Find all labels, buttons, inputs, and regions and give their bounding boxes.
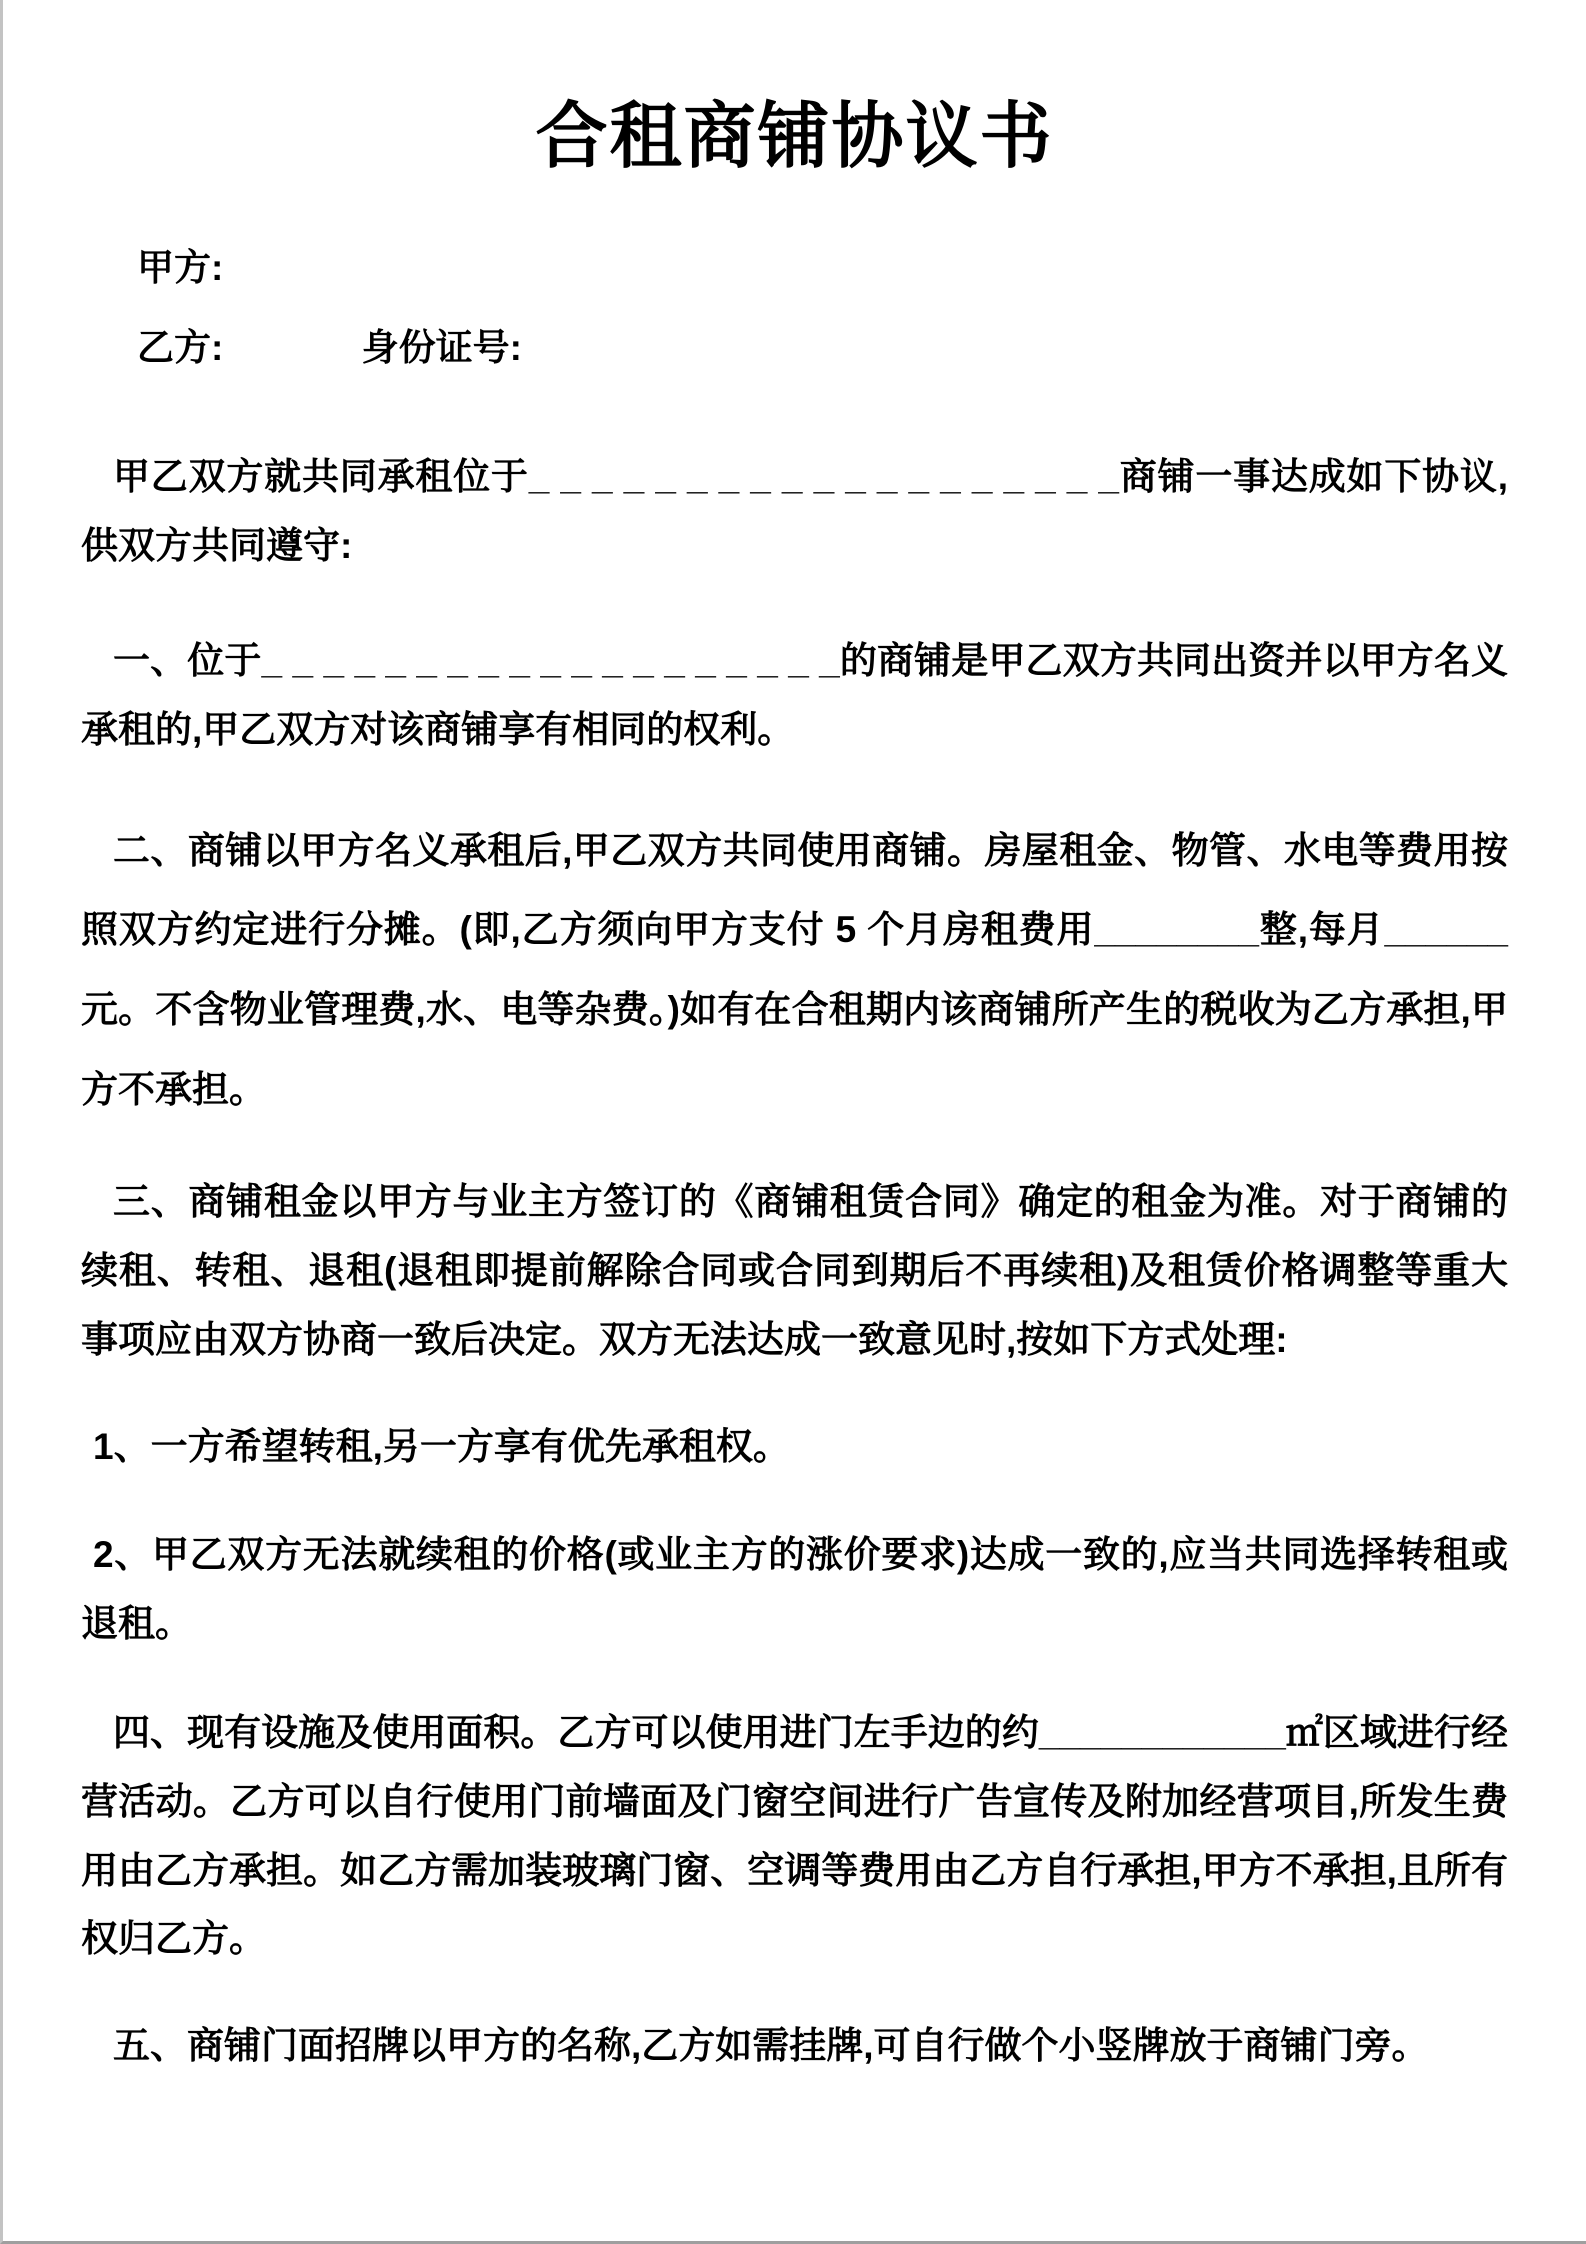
paragraph-intro: 甲乙双方就共同承租位于_ _ _ _ _ _ _ _ _ _ _ _ _ _ _ _ _ _ _商铺一事达成如下协议,供双方共同遵守: — [81, 456, 1508, 567]
paragraph-clause-2: 二、商铺以甲方名义承租后,甲乙双方共同使用商铺。房屋租金、物管、水电等费用按照双方约定进行分摊。(即,乙方须向甲方支付 5 个月房租费用________整,每月______元。不含物业管理费,水、电等杂费。)如有在合租期内该商铺所产生的税收为乙方承担,甲方不承担。 — [81, 829, 1508, 1111]
paragraph-item-1: 1、一方希望转租,另一方享有优先承租权。 — [93, 1425, 790, 1467]
id-number-label: 身份证号: — [361, 327, 522, 369]
party-a-label: 甲方: — [137, 246, 224, 288]
paragraph-clause-5: 五、商铺门面招牌以甲方的名称,乙方如需挂牌,可自行做个小竖牌放于商铺门旁。 — [113, 2025, 1429, 2067]
paragraph-clause-3: 三、商铺租金以甲方与业主方签订的《商铺租赁合同》确定的租金为准。对于商铺的续租、转租、退租(退租即提前解除合同或合同到期后不再续租)及租赁价格调整等重大事项应由双方协商一致后决定。双方无法达成一致意见时,按如下方式处理: — [81, 1181, 1508, 1360]
paragraph-item-2: 2、甲乙双方无法就续租的价格(或业主方的涨价要求)达成一致的,应当共同选择转租或退租。 — [81, 1534, 1508, 1645]
party-a-line — [81, 245, 1508, 291]
paragraph-clause-4: 四、现有设施及使用面积。乙方可以使用进门左手边的约____________㎡区域进行经营活动。乙方可以自行使用门前墙面及门窗空间进行广告宣传及附加经营项目,所发生费用由乙方承担。如乙方需加装玻璃门窗、空调等费用由乙方自行承担,甲方不承担,且所有权归乙方。 — [81, 1712, 1508, 1960]
paragraph-clause-1: 一、位于_ _ _ _ _ _ _ _ _ _ _ _ _ _ _ _ _ _ _的商铺是甲乙双方共同出资并以甲方名义承租的,甲乙双方对该商铺享有相同的权利。 — [81, 639, 1508, 750]
party-b-label: 乙方: — [137, 327, 224, 369]
party-b-line — [81, 325, 1508, 371]
document-title: 合租商铺协议书 — [535, 97, 1054, 177]
